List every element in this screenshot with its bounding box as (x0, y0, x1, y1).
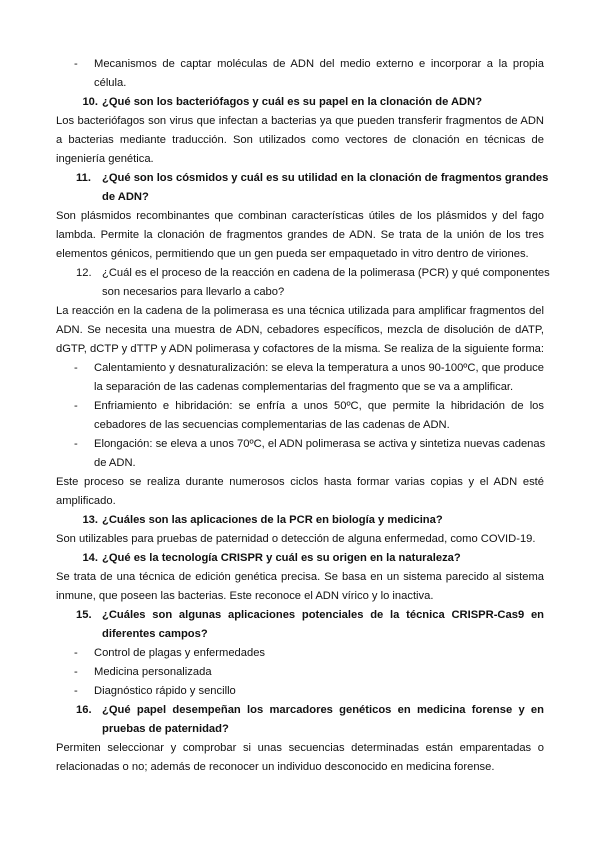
answer-line: ingeniería genética. (56, 153, 154, 165)
question-10-heading: 10. ¿Qué son los bacteriófagos y cuál es su papel en la clonación de ADN? (82, 96, 483, 108)
question-12-heading-cont: son necesarios para llevarlo a cabo? (102, 286, 285, 298)
list-item: - Diagnóstico rápido y sencillo (56, 682, 544, 701)
list-item-continuation: cebadores de las secuencias complementarias de las cadenas de ADN. (94, 419, 450, 431)
list-item-continuation: de ADN. (94, 457, 136, 469)
question-12-heading: 12. ¿Cuál es el proceso de la reacción en cadena de la polimerasa (PCR) y qué componentes (76, 267, 550, 279)
answer-line: a bacterias mediante traducción. Son utilizados como vectores de clonación en técnicas de (56, 134, 544, 146)
answer-line: Son utilizables para pruebas de paternidad o detección de alguna enfermedad, como COVID-19. (56, 533, 536, 545)
answer-line: Este proceso se realiza durante numerosos ciclos hasta formar varias copias y el ADN esté (56, 476, 544, 488)
list-item: - Calentamiento y desnaturalización: se eleva la temperatura a unos 90-100ºC, que produce (56, 359, 544, 378)
question-14-heading: 14. ¿Qué es la tecnología CRISPR y cuál es su origen en la naturaleza? (82, 552, 461, 564)
bullet-dash: - (74, 362, 78, 374)
bullet-dash: - (74, 58, 78, 70)
answer-line: ADN. Se necesita una muestra de ADN, cebadores específicos, mezcla de disolución de dATP, (56, 324, 544, 336)
answer-line: relacionadas o no; además de reconocer un individuo desconocido en medicina forense. (56, 761, 495, 773)
answer-line: amplificado. (56, 495, 116, 507)
bullet-dash: - (74, 647, 78, 659)
list-item: - Elongación: se eleva a unos 70ºC, el ADN polimerasa se activa y sintetiza nuevas cadenas (56, 435, 544, 454)
answer-line: Permiten seleccionar y comprobar si unas secuencias determinadas están emparentadas o (56, 742, 544, 754)
answer-line: dGTP, dCTP y dTTP y ADN polimerasa y cofactores de la misma. Se realiza de la siguiente forma: (56, 343, 544, 355)
list-item-continuation: célula. (94, 77, 127, 89)
answer-line: lambda. Permite la clonación de fragmentos grandes de ADN. Se trata de la unión de los tres (56, 229, 544, 241)
list-item: - Enfriamiento e hibridación: se enfría a unos 50ºC, que permite la hibridación de los (56, 397, 544, 416)
question-16-heading: 16. ¿Qué papel desempeñan los marcadores genéticos en medicina forense y en (76, 704, 544, 716)
question-13-heading: 13. ¿Cuáles son las aplicaciones de la PCR en biología y medicina? (82, 514, 443, 526)
bullet-dash: - (74, 400, 78, 412)
answer-line: Son plásmidos recombinantes que combinan características útiles de los plásmidos y del fago (56, 210, 544, 222)
list-item: - Medicina personalizada (56, 663, 544, 682)
answer-line: elementos génicos, permitiendo que un gen pueda ser empaquetado in vitro dentro de viriones. (56, 248, 529, 260)
question-15-heading: 15. ¿Cuáles son algunas aplicaciones potenciales de la técnica CRISPR-Cas9 en (76, 609, 544, 621)
list-item: - Control de plagas y enfermedades (56, 644, 544, 663)
bullet-dash: - (74, 666, 78, 678)
list-item: - Mecanismos de captar moléculas de ADN del medio externo e incorporar a la propia (56, 55, 544, 74)
question-11-heading-cont: de ADN? (102, 191, 149, 203)
question-16-heading-cont: pruebas de paternidad? (102, 723, 229, 735)
question-11-heading: 11. ¿Qué son los cósmidos y cuál es su utilidad en la clonación de fragmentos grandes (76, 172, 549, 184)
answer-line: inmune, que poseen las bacterias. Este reconoce el ADN vírico y lo inactiva. (56, 590, 434, 602)
answer-line: Los bacteriófagos son virus que infectan a bacterias ya que pueden transferir fragmentos de ADN (56, 115, 544, 127)
document-page (56, 55, 550, 777)
answer-line: La reacción en la cadena de la polimerasa es una técnica utilizada para amplificar fragmentos del (56, 305, 544, 317)
question-15-heading-cont: diferentes campos? (102, 628, 208, 640)
bullet-dash: - (74, 438, 78, 450)
list-item-continuation: la separación de las cadenas complementarias del fragmento que se va a amplificar. (94, 381, 514, 393)
bullet-dash: - (74, 685, 78, 697)
answer-line: Se trata de una técnica de edición genética precisa. Se basa en un sistema parecido al sistema (56, 571, 544, 583)
